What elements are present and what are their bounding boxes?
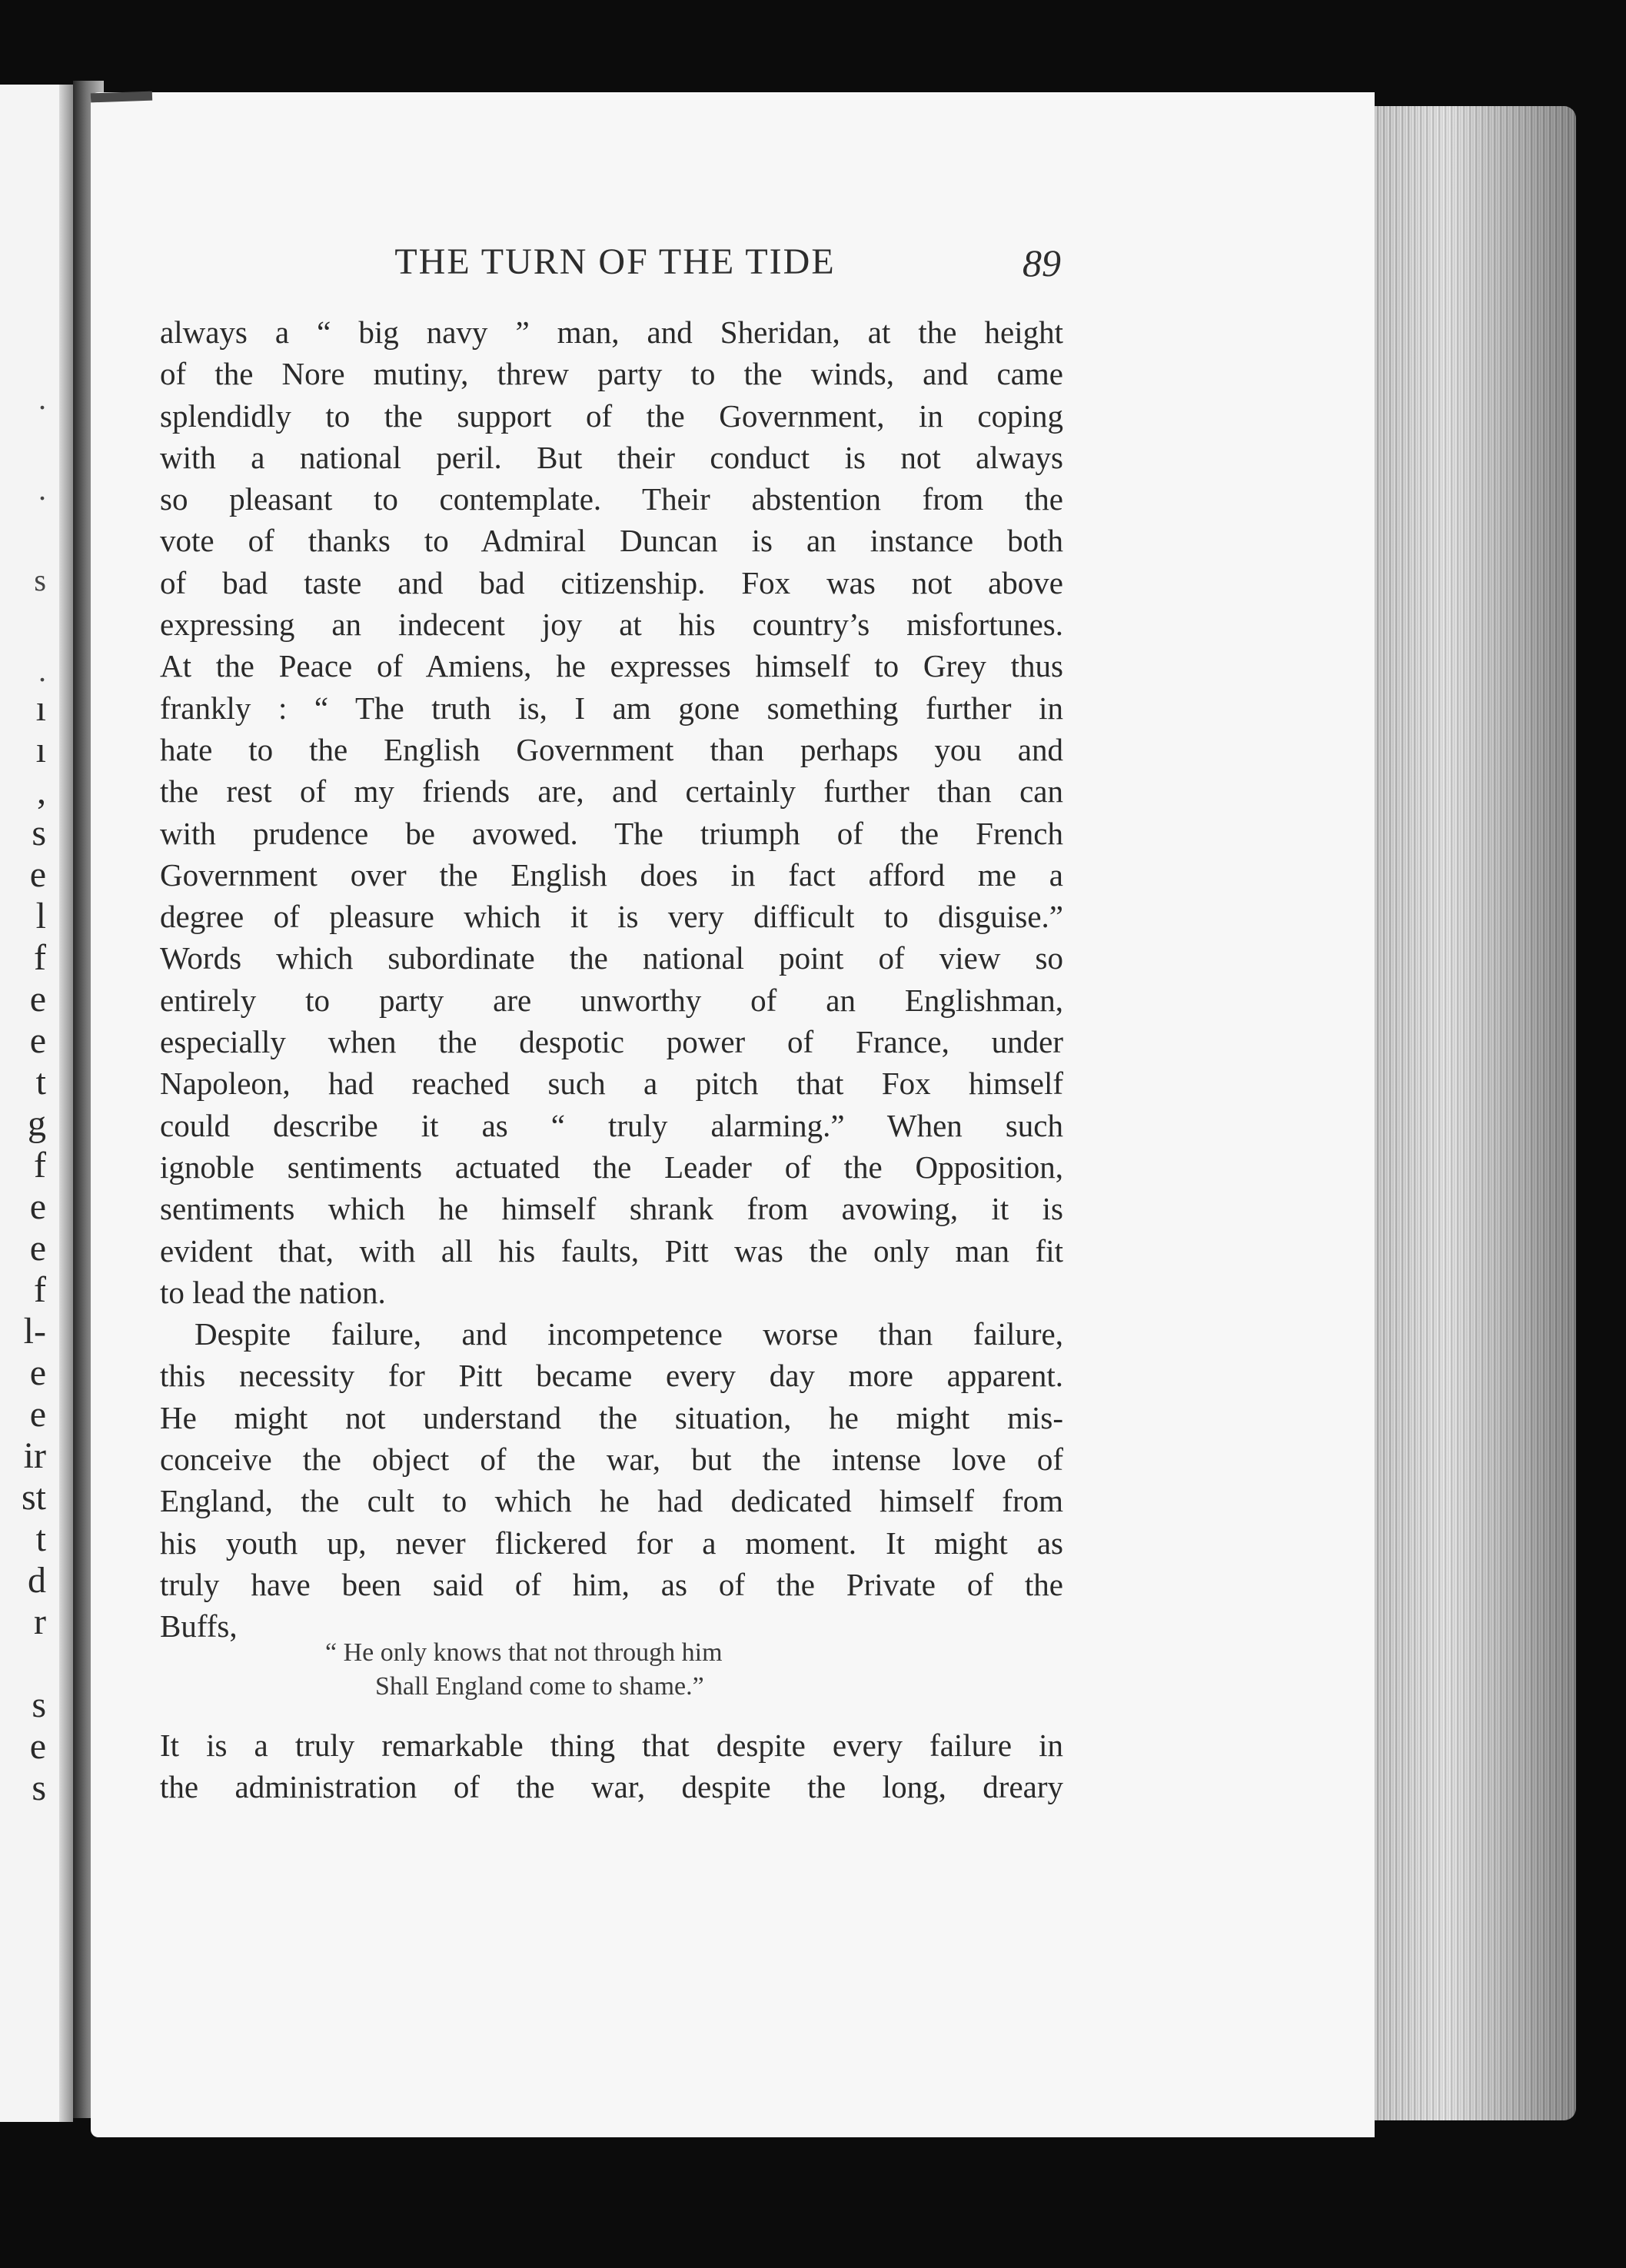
text-line: truly have been said of him, as of the Private of the: [160, 1566, 1063, 1602]
facing-page-fragment: e: [29, 1394, 46, 1435]
text-line: degree of pleasure which it is very difficult to disguise.”: [160, 899, 1063, 935]
text-line: expressing an indecent joy at his country’s misfortunes.: [160, 607, 1063, 643]
facing-page-fragment: f: [34, 937, 46, 978]
text-line: frankly : “ The truth is, I am gone something further in: [160, 690, 1063, 726]
text-line: so pleasant to contemplate. Their abstention from the: [160, 481, 1063, 517]
text-line: Napoleon, had reached such a pitch that Fox himself: [160, 1066, 1063, 1102]
facing-page-fragment: [0, 1643, 46, 1684]
text-line: especially when the despotic power of France, under: [160, 1024, 1063, 1060]
facing-page-fragment: f: [34, 1145, 46, 1186]
running-title: THE TURN OF THE TIDE: [394, 241, 836, 282]
text-line: with prudence be avowed. The triumph of the French: [160, 815, 1063, 851]
text-line: Government over the English does in fact afford me a: [160, 856, 1063, 893]
facing-page-fragment: s: [32, 1768, 46, 1808]
text-line: could describe it as “ truly alarming.” When such: [160, 1107, 1063, 1143]
text-line: He might not understand the situation, he might mis-: [160, 1399, 1063, 1435]
facing-page-fragment: ı: [35, 688, 46, 729]
body-text: [160, 311, 1063, 1648]
text-line: hate to the English Government than perhaps you and: [160, 731, 1063, 767]
facing-page-fragment: r: [34, 1601, 46, 1642]
text-line: his youth up, never flickered for a moment. It might as: [160, 1525, 1063, 1561]
facing-page-fragment: e: [29, 854, 46, 895]
facing-page-edge: [59, 85, 73, 2122]
page-stack-shading: [1361, 106, 1576, 2120]
facing-page-fragment: l: [35, 896, 46, 936]
facing-page-fragment: .: [38, 381, 46, 416]
verse-quotation: [160, 1636, 1063, 1704]
facing-page-fragment: e: [29, 1020, 46, 1061]
facing-page-fragment: ,: [37, 771, 46, 812]
text-line: the rest of my friends are, and certainly further than can: [160, 773, 1063, 810]
text-line: It is a truly remarkable thing that despite every failure in: [160, 1728, 1063, 1763]
facing-page-fragment: .: [38, 653, 46, 688]
verse-line: “ He only knows that not through him: [325, 1638, 723, 1667]
text-line: ignoble sentiments actuated the Leader of the Opposition,: [160, 1149, 1063, 1185]
facing-page-fragment: e: [29, 1186, 46, 1227]
text-line: to lead the nation.: [160, 1274, 386, 1310]
text-line: the administration of the war, despite the long, dreary: [160, 1769, 1063, 1805]
body-text-continued: [160, 1724, 1063, 1808]
text-line: with a national peril. But their conduct is not always: [160, 439, 1063, 475]
facing-page-fragment: s: [32, 813, 46, 853]
facing-page-fragment: s: [34, 563, 46, 597]
text-line: of bad taste and bad citizenship. Fox was not above: [160, 564, 1063, 600]
text-line: of the Nore mutiny, threw party to the winds, and came: [160, 356, 1063, 392]
facing-page-line-endings: [0, 688, 46, 1809]
text-line: Buffs,: [160, 1608, 238, 1644]
facing-page-fragment: l-: [23, 1311, 46, 1352]
verse-line: Shall England come to shame.”: [375, 1672, 704, 1701]
facing-page-fragment: st: [21, 1477, 46, 1518]
facing-page-fragment: d: [28, 1560, 46, 1601]
text-line: evident that, with all his faults, Pitt was the only man fit: [160, 1232, 1063, 1269]
facing-page-fragment: ı: [35, 730, 46, 770]
facing-page-fragment: .: [38, 472, 46, 507]
text-line: vote of thanks to Admiral Duncan is an instance both: [160, 523, 1063, 559]
page-number: 89: [1022, 241, 1061, 284]
facing-page-fragment: f: [34, 1269, 46, 1310]
facing-page-fragment: ir: [23, 1435, 46, 1476]
facing-page-fragment: e: [29, 979, 46, 1019]
text-line: Despite failure, and incompetence worse than failure,: [195, 1316, 1063, 1352]
text-line: At the Peace of Amiens, he expresses himself to Grey thus: [160, 648, 1063, 684]
text-line: entirely to party are unworthy of an Englishman,: [160, 982, 1063, 1018]
text-line: conceive the object of the war, but the intense love of: [160, 1442, 1063, 1478]
facing-page-fragment: t: [35, 1062, 46, 1102]
facing-page-fragment: t: [35, 1518, 46, 1559]
text-line: sentiments which he himself shrank from avowing, it is: [160, 1191, 1063, 1227]
text-line: this necessity for Pitt became every day more apparent.: [160, 1358, 1063, 1394]
facing-page-fragment: e: [29, 1228, 46, 1269]
facing-page-fragment: e: [29, 1726, 46, 1767]
facing-page-fragment: e: [29, 1352, 46, 1393]
text-line: Words which subordinate the national point of view so: [160, 940, 1063, 976]
text-line: England, the cult to which he had dedicated himself from: [160, 1483, 1063, 1519]
facing-page-top-fragments: [0, 354, 46, 717]
facing-page-fragment: s: [32, 1684, 46, 1725]
text-line: always a “ big navy ” man, and Sheridan, at the height: [160, 314, 1063, 350]
facing-page: [0, 85, 73, 2122]
facing-page-fragment: g: [28, 1103, 46, 1144]
text-line: splendidly to the support of the Government, in coping: [160, 397, 1063, 434]
